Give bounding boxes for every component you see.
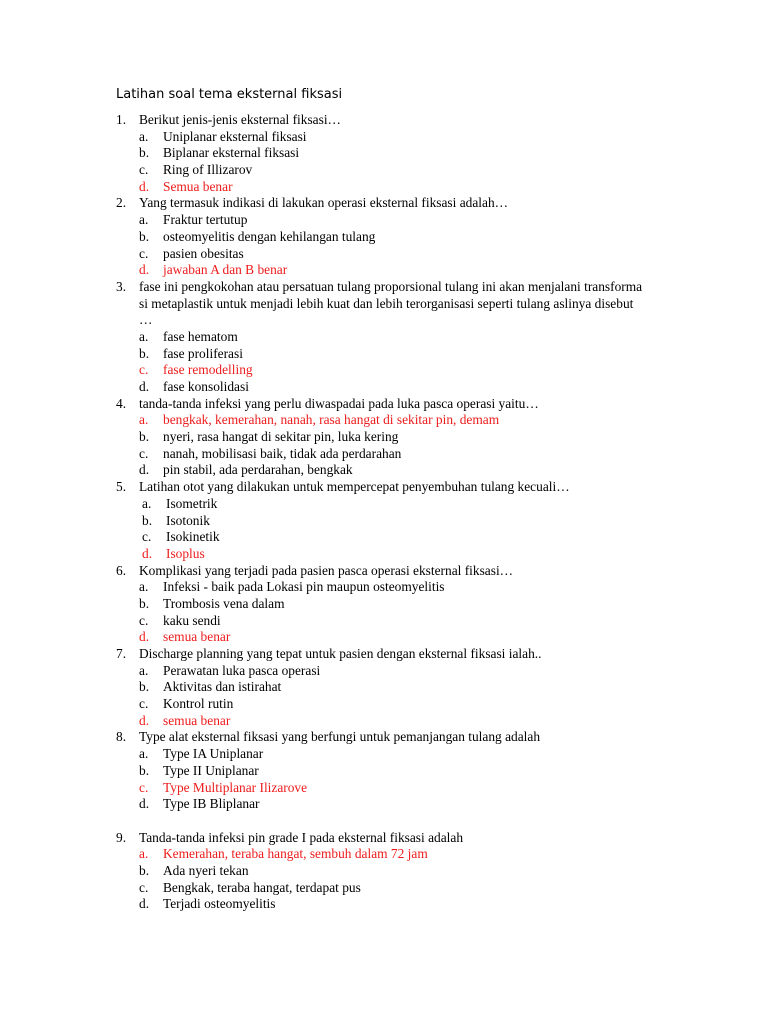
option-text: Kemerahan, teraba hangat, sembuh dalam 72 jam [163, 846, 428, 862]
answer-option [0, 529, 768, 546]
option-label: b. [139, 228, 150, 244]
page-title: Latihan soal tema eksternal fiksasi [116, 87, 343, 102]
question-line [0, 479, 768, 496]
option-text: Ada nyeri tekan [163, 862, 249, 878]
answer-option [0, 696, 768, 713]
option-text: Bengkak, teraba hangat, terdapat pus [163, 879, 361, 895]
option-label: d. [139, 712, 150, 728]
question-number: 2. [116, 195, 127, 211]
answer-option [0, 663, 768, 680]
answer-option [0, 229, 768, 246]
option-label: d. [139, 379, 150, 394]
option-label: a. [139, 128, 149, 144]
question-list [0, 112, 768, 913]
option-label: d. [139, 629, 150, 645]
option-text: Type IB Bliplanar [163, 796, 260, 812]
option-text: jawaban A dan B benar [163, 262, 288, 278]
option-text: fase proliferasi [163, 345, 243, 361]
option-text: Isometrik [166, 495, 218, 511]
question-number: 8. [116, 729, 127, 745]
question-text: Yang termasuk indikasi di lakukan operasi eksternal fiksasi adalah… [139, 195, 509, 211]
question-line [0, 729, 768, 746]
answer-option-correct [0, 780, 768, 797]
answer-option [0, 863, 768, 880]
question-line [0, 646, 768, 663]
option-label: a. [139, 212, 149, 228]
question-line [0, 563, 768, 580]
option-text: Infeksi - baik pada Lokasi pin maupun osteomyelitis [163, 579, 445, 595]
question-line [0, 396, 768, 413]
option-label: a. [139, 579, 149, 595]
answer-option [0, 880, 768, 897]
option-text: Type IA Uniplanar [163, 746, 264, 762]
answer-option [0, 496, 768, 513]
answer-option [0, 579, 768, 596]
question-line [0, 279, 768, 296]
option-text: Isotonik [166, 512, 210, 528]
option-label: a. [139, 846, 149, 862]
option-text: nyeri, rasa hangat di sekitar pin, luka kering [163, 429, 399, 445]
option-text: Ring of Illizarov [163, 162, 253, 178]
option-label: b. [139, 345, 150, 361]
option-text: semua benar [163, 712, 231, 728]
option-text: semua benar [163, 629, 231, 645]
question-text: Discharge planning yang tepat untuk pasien dengan eksternal fiksasi ialah.. [139, 646, 542, 661]
question-text: fase ini pengkokohan atau persatuan tulang proporsional tulang ini akan menjalani transforma [139, 278, 643, 294]
option-label: b. [139, 145, 150, 161]
option-text: Trombosis vena dalam [163, 595, 285, 611]
question-number: 4. [116, 395, 127, 411]
option-label: c. [139, 879, 149, 895]
option-label: b. [139, 862, 150, 878]
answer-option [0, 162, 768, 179]
question-line [0, 830, 768, 847]
answer-option [0, 596, 768, 613]
option-text: Kontrol rutin [163, 696, 234, 712]
answer-option [0, 429, 768, 446]
question-line [0, 195, 768, 212]
option-text: fase konsolidasi [163, 379, 249, 394]
option-text: Isoplus [166, 545, 205, 561]
answer-option-correct [0, 179, 768, 196]
option-text: pin stabil, ada perdarahan, bengkak [163, 462, 353, 478]
option-label: b. [139, 429, 150, 445]
blank-line [0, 813, 768, 830]
option-label: b. [139, 679, 150, 695]
option-label: a. [139, 328, 149, 344]
answer-option [0, 679, 768, 696]
option-text: Aktivitas dan istirahat [163, 679, 282, 695]
question-text: Tanda-tanda infeksi pin grade I pada eksternal fiksasi adalah [139, 829, 464, 845]
answer-option-correct [0, 262, 768, 279]
option-label: c. [139, 362, 149, 378]
question-text: Type alat eksternal fiksasi yang berfungi untuk pemanjangan tulang adalah [139, 729, 541, 745]
option-label: c. [139, 696, 149, 712]
question-line [0, 296, 768, 313]
option-text: fase remodelling [163, 362, 253, 378]
answer-option-correct [0, 713, 768, 730]
option-text: Type II Uniplanar [163, 762, 259, 778]
option-text: osteomyelitis dengan kehilangan tulang [163, 228, 376, 244]
answer-option [0, 763, 768, 780]
option-label: c. [139, 612, 149, 628]
option-text: Semua benar [163, 178, 233, 194]
question-text: si metaplastik untuk menjadi lebih kuat dan lebih terorganisasi seperti tulang aslinya disebut [139, 295, 634, 311]
question-number: 9. [116, 829, 127, 845]
option-label: d. [139, 462, 150, 478]
option-text: Type Multiplanar Ilizarove [163, 779, 308, 795]
answer-option [0, 145, 768, 162]
option-text: Terjadi osteomyelitis [163, 896, 276, 912]
answer-option-correct [0, 546, 768, 563]
question-line [0, 312, 768, 329]
answer-option [0, 212, 768, 229]
option-text: fase hematom [163, 328, 238, 344]
answer-option [0, 746, 768, 763]
option-label: d. [139, 262, 150, 278]
question-text: … [139, 312, 153, 328]
question-number: 3. [116, 278, 127, 294]
answer-option [0, 346, 768, 363]
question-text: Berikut jenis-jenis eksternal fiksasi… [139, 112, 341, 127]
answer-option-correct [0, 846, 768, 863]
answer-option [0, 796, 768, 813]
question-number: 1. [116, 112, 127, 127]
option-label: c. [139, 779, 149, 795]
question-line [0, 112, 768, 129]
option-label: d. [142, 545, 153, 561]
option-label: a. [142, 495, 152, 511]
option-label: c. [139, 162, 149, 178]
answer-option-correct [0, 362, 768, 379]
answer-option [0, 462, 768, 479]
option-label: d. [139, 796, 150, 812]
option-text: kaku sendi [163, 612, 221, 628]
answer-option [0, 329, 768, 346]
question-number: 6. [116, 562, 127, 578]
option-label: b. [139, 762, 150, 778]
option-label: c. [139, 245, 149, 261]
option-text: Isokinetik [166, 529, 220, 545]
option-label: c. [139, 445, 149, 461]
option-text: pasien obesitas [163, 245, 244, 261]
option-text: bengkak, kemerahan, nanah, rasa hangat di sekitar pin, demam [163, 412, 500, 428]
question-text: Komplikasi yang terjadi pada pasien pasca operasi eksternal fiksasi… [139, 562, 514, 578]
answer-option [0, 379, 768, 396]
option-text: Fraktur tertutup [163, 212, 248, 228]
question-number: 7. [116, 646, 127, 661]
option-label: d. [139, 178, 150, 194]
answer-option [0, 513, 768, 530]
option-text: Biplanar eksternal fiksasi [163, 145, 300, 161]
question-text: Latihan otot yang dilakukan untuk mempercepat penyembuhan tulang kecuali… [139, 479, 570, 495]
option-label: b. [142, 512, 153, 528]
answer-option [0, 896, 768, 913]
answer-option-correct [0, 412, 768, 429]
option-text: nanah, mobilisasi baik, tidak ada perdarahan [163, 445, 402, 461]
option-label: a. [139, 662, 149, 678]
question-text: tanda-tanda infeksi yang perlu diwaspadai pada luka pasca operasi yaitu… [139, 395, 539, 411]
option-label: a. [139, 746, 149, 762]
answer-option-correct [0, 629, 768, 646]
option-text: Uniplanar eksternal fiksasi [163, 128, 307, 144]
answer-option [0, 246, 768, 263]
answer-option [0, 613, 768, 630]
option-label: b. [139, 595, 150, 611]
question-number: 5. [116, 479, 127, 495]
option-text: Perawatan luka pasca operasi [163, 662, 321, 678]
option-label: d. [139, 896, 150, 912]
option-label: a. [139, 412, 149, 428]
answer-option [0, 129, 768, 146]
option-label: c. [142, 529, 152, 545]
answer-option [0, 446, 768, 463]
